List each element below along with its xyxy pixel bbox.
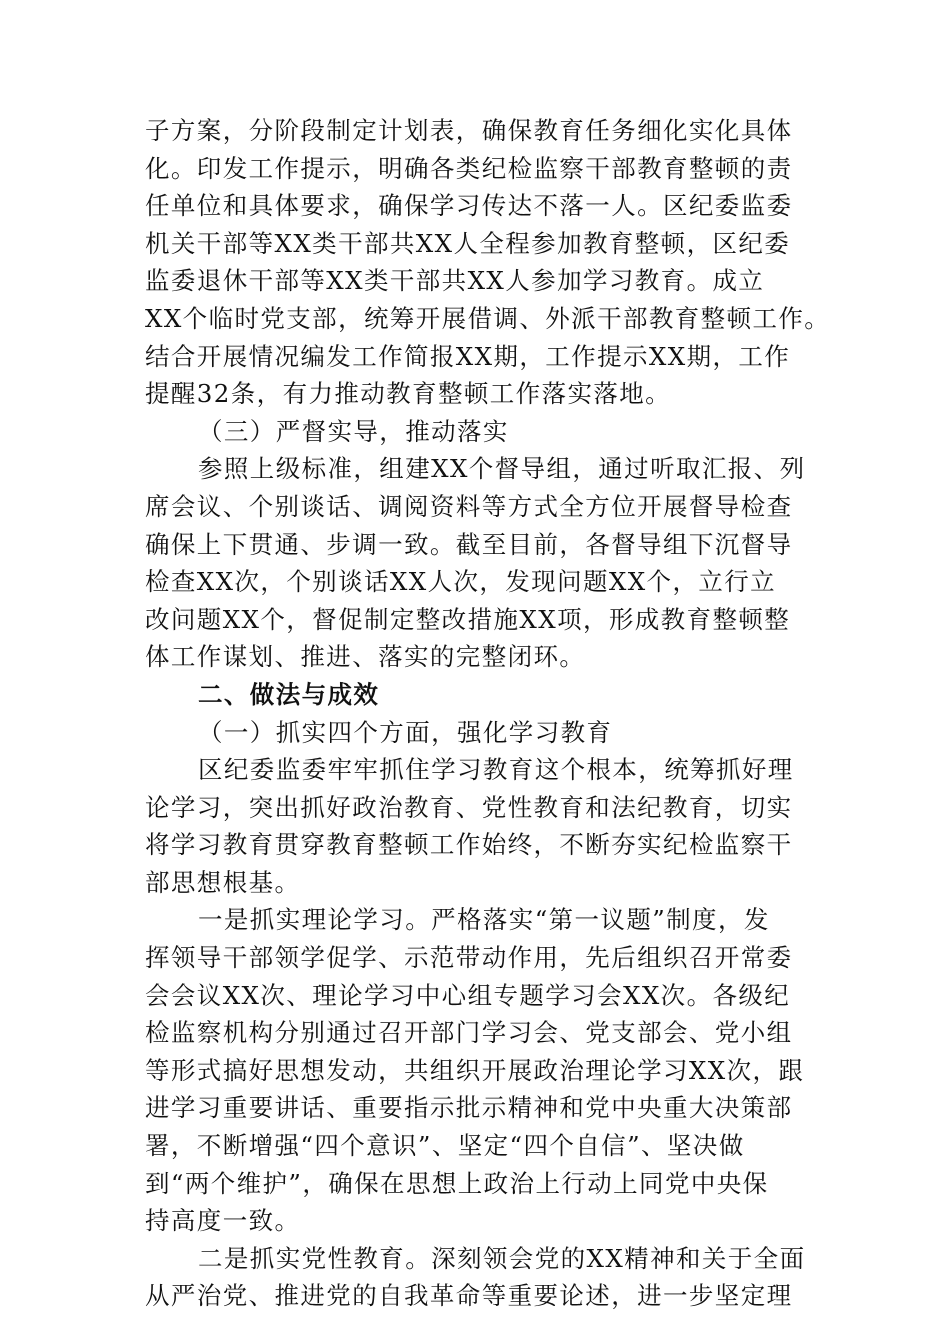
- paragraph-line: 将学习教育贯穿教育整顿工作始终，不断夯实纪检监察干: [145, 830, 793, 860]
- paragraph-line: 确保上下贯通、步调一致。截至目前，各督导组下沉督导: [145, 529, 793, 559]
- paragraph-line: 席会议、个别谈话、调阅资料等方式全方位开展督导检查: [145, 491, 793, 521]
- document-body: [145, 112, 831, 1315]
- paragraph-line: 提醒32条，有力推动教育整顿工作落实落地。: [145, 379, 672, 409]
- paragraph-line: 部思想根基。: [145, 867, 301, 897]
- paragraph-line: 从严治党、推进党的自我革命等重要论述，进一步坚定理: [145, 1281, 793, 1311]
- paragraph-line: 会会议XX次、理论学习中心组专题学习会XX次。各级纪: [145, 980, 791, 1010]
- section-heading: 二、做法与成效: [198, 679, 380, 709]
- paragraph-line: XX个临时党支部，统筹开展借调、外派干部教育整顿工作。: [145, 303, 831, 333]
- paragraph-line: 进学习重要讲话、重要指示批示精神和党中央重大决策部: [145, 1093, 793, 1123]
- paragraph-line: 一是抓实理论学习。严格落实“第一议题”制度，发: [198, 905, 770, 935]
- paragraph-line: 论学习，突出抓好政治教育、党性教育和法纪教育，切实: [145, 792, 793, 822]
- paragraph-line: 检查XX次，个别谈话XX人次，发现问题XX个，立行立: [145, 567, 777, 597]
- paragraph-line: 子方案，分阶段制定计划表，确保教育任务细化实化具体: [145, 116, 793, 145]
- paragraph-line: 监委退休干部等XX类干部共XX人参加学习教育。成立: [145, 266, 765, 296]
- paragraph-line: 区纪委监委牢牢抓住学习教育这个根本，统筹抓好理: [198, 755, 794, 785]
- paragraph-line: 二是抓实党性教育。深刻领会党的XX精神和关于全面: [198, 1243, 806, 1273]
- paragraph-line: 任单位和具体要求，确保学习传达不落一人。区纪委监委: [145, 191, 793, 221]
- paragraph-line: 署，不断增强“四个意识”、坚定“四个自信”、坚决做: [145, 1131, 745, 1161]
- paragraph-line: 参照上级标准，组建XX个督导组，通过听取汇报、列: [198, 454, 806, 484]
- paragraph-line: 等形式搞好思想发动，共组织开展政治理论学习XX次，跟: [145, 1055, 805, 1085]
- paragraph-line: 挥领导干部领学促学、示范带动作用，先后组织召开常委: [145, 943, 793, 973]
- subsection-heading: （一）抓实四个方面，强化学习教育: [198, 717, 613, 747]
- subsection-heading: （三）严督实导，推动落实: [198, 416, 509, 446]
- paragraph-line: 持高度一致。: [145, 1206, 301, 1236]
- paragraph-line: 检监察机构分别通过召开部门学习会、党支部会、党小组: [145, 1018, 793, 1048]
- paragraph-line: 化。印发工作提示，明确各类纪检监察干部教育整顿的责: [145, 153, 793, 183]
- paragraph-line: 机关干部等XX类干部共XX人全程参加教育整顿，区纪委: [145, 228, 791, 258]
- paragraph-line: 到“两个维护”，确保在思想上政治上行动上同党中央保: [145, 1168, 769, 1198]
- paragraph-line: 改问题XX个，督促制定整改措施XX项，形成教育整顿整: [145, 604, 791, 634]
- paragraph-line: 结合开展情况编发工作简报XX期，工作提示XX期，工作: [145, 341, 791, 371]
- paragraph-line: 体工作谋划、推进、落实的完整闭环。: [145, 642, 586, 672]
